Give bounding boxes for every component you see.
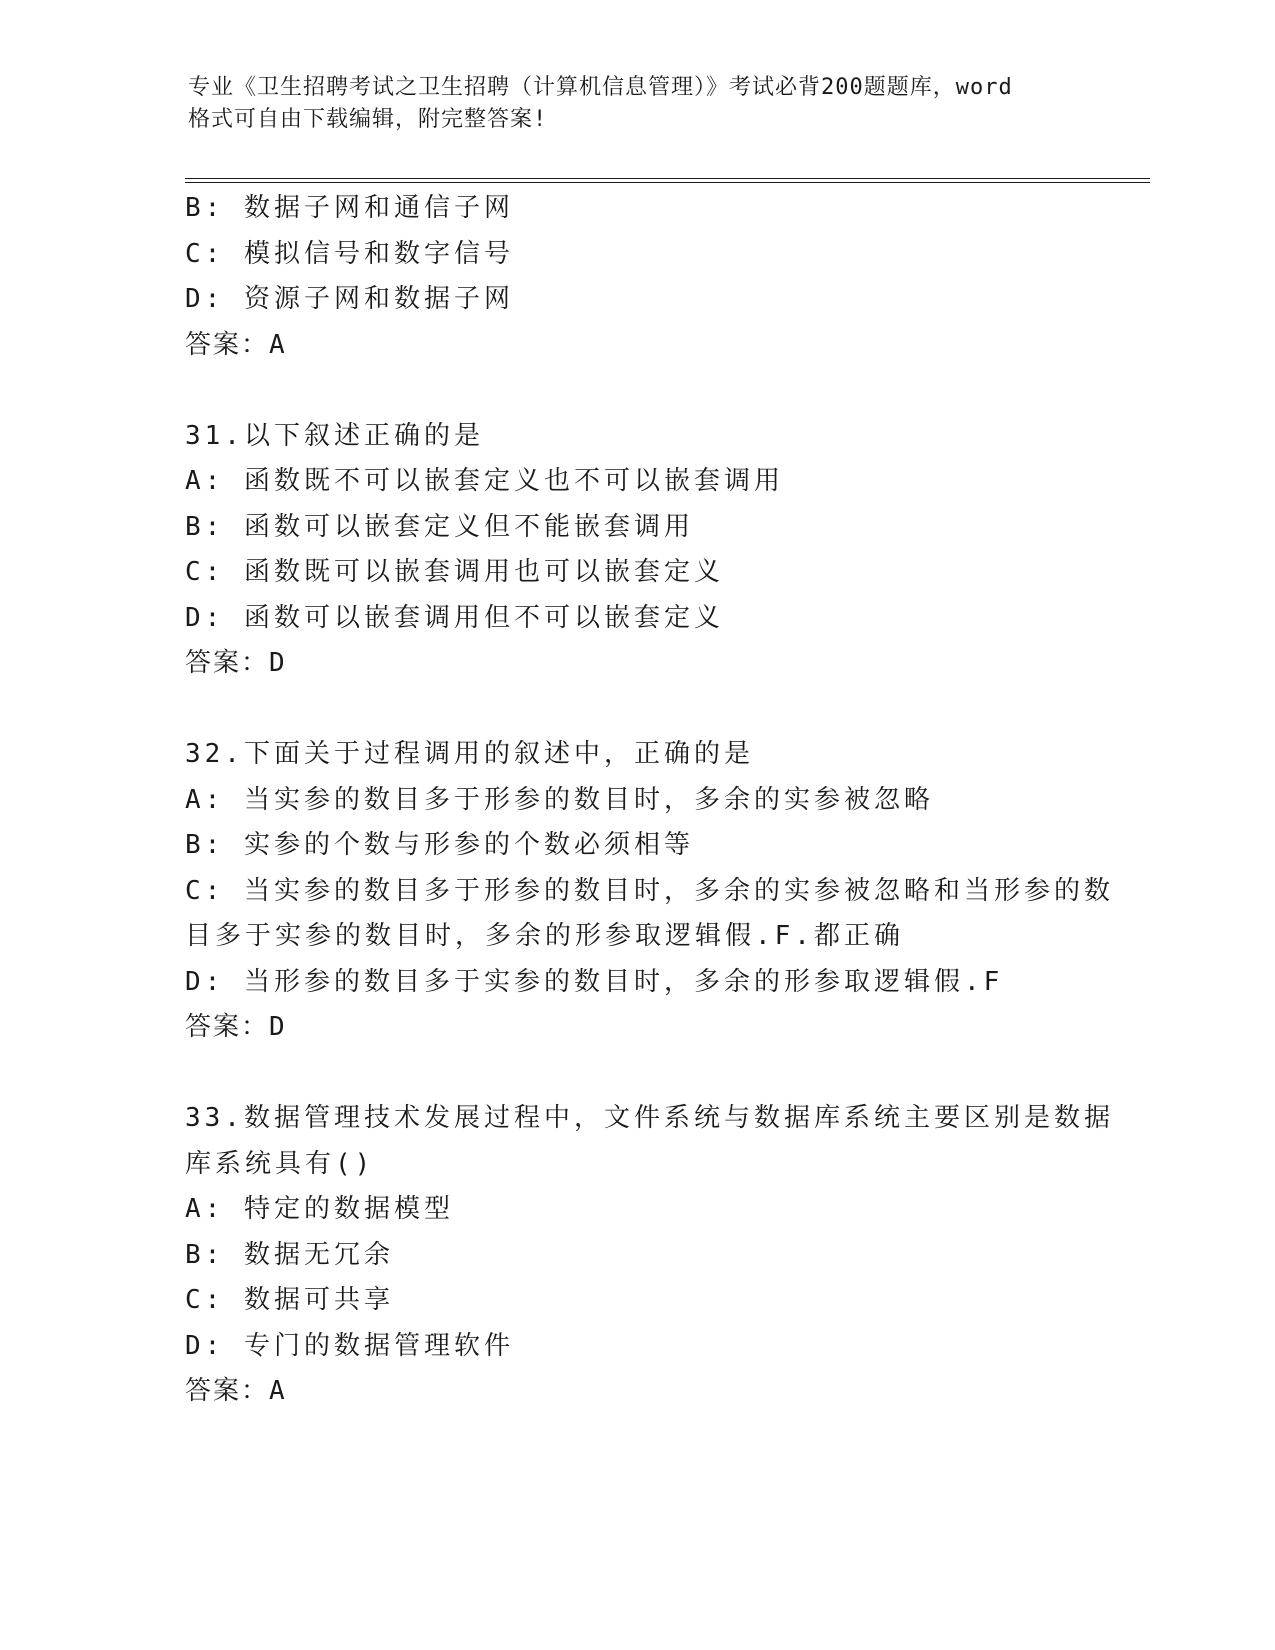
spacer xyxy=(185,687,1085,733)
option-c: C: 模拟信号和数字信号 xyxy=(185,238,514,269)
answer: 答案：A xyxy=(185,1376,287,1406)
answer: 答案：D xyxy=(185,648,287,678)
option-d: D: 当形参的数目多于实参的数目时，多余的形参取逻辑假.F xyxy=(185,966,1004,997)
question-text: 31.以下叙述正确的是 xyxy=(185,420,484,451)
question-32 xyxy=(185,732,1114,1051)
header-title-line-2: 格式可自由下载编辑，附完整答案! xyxy=(188,107,548,132)
option-b: B: 函数可以嵌套定义但不能嵌套调用 xyxy=(185,511,694,542)
option-b: B: 数据子网和通信子网 xyxy=(185,193,514,223)
spacer xyxy=(185,368,1085,414)
spacer xyxy=(185,1051,1085,1097)
option-a: A: 特定的数据模型 xyxy=(185,1194,454,1224)
option-d: D: 资源子网和数据子网 xyxy=(185,284,514,314)
question-30-continued xyxy=(185,186,1085,368)
option-b: B: 实参的个数与形参的个数必须相等 xyxy=(185,830,694,860)
option-d: D: 函数可以嵌套调用但不可以嵌套定义 xyxy=(185,602,724,633)
document-header xyxy=(188,72,1088,136)
option-c: C: 函数既可以嵌套调用也可以嵌套定义 xyxy=(185,557,724,587)
option-d: D: 专门的数据管理软件 xyxy=(185,1330,514,1361)
header-title-line-1: 专业《卫生招聘考试之卫生招聘（计算机信息管理）》考试必背200题题库，word xyxy=(188,75,1013,100)
question-text-line-1: 33.数据管理技术发展过程中，文件系统与数据库系统主要区别是数据 xyxy=(185,1103,1114,1133)
option-a: A: 函数既不可以嵌套定义也不可以嵌套调用 xyxy=(185,466,784,496)
option-c-line-2: 目多于实参的数目时，多余的形参取逻辑假.F.都正确 xyxy=(185,921,904,951)
question-33 xyxy=(185,1096,1114,1415)
question-list xyxy=(185,186,1114,1415)
option-b: B: 数据无冗余 xyxy=(185,1239,394,1270)
option-c: C: 数据可共享 xyxy=(185,1285,394,1315)
question-31 xyxy=(185,414,1085,687)
option-a: A: 当实参的数目多于形参的数目时，多余的实参被忽略 xyxy=(185,784,934,815)
question-text: 32.下面关于过程调用的叙述中，正确的是 xyxy=(185,739,754,769)
option-c-line-1: C: 当实参的数目多于形参的数目时，多余的实参被忽略和当形参的数 xyxy=(185,875,1114,906)
header-divider-bottom xyxy=(185,182,1150,183)
question-text-line-2: 库系统具有() xyxy=(185,1148,375,1179)
answer: 答案：A xyxy=(185,329,287,360)
header-divider-top xyxy=(185,178,1150,179)
answer: 答案：D xyxy=(185,1012,287,1042)
